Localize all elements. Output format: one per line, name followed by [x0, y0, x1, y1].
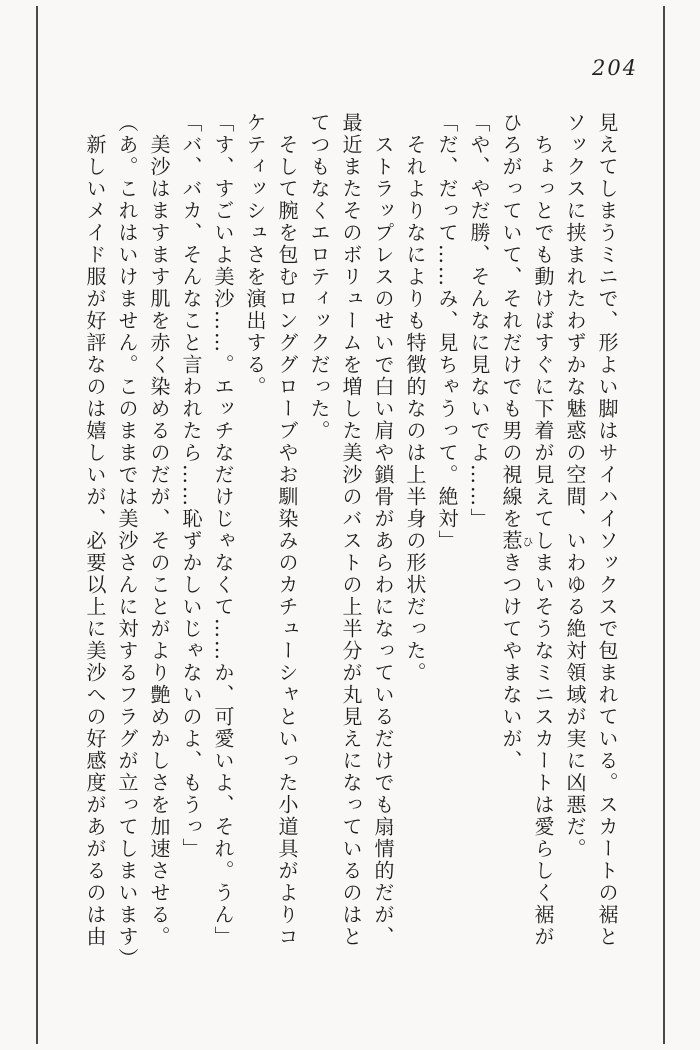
vertical-text-block [79, 112, 623, 1002]
text-column: ケティッシュさを演出する。 [243, 112, 267, 398]
text-column: 「す、すごいよ美沙……。エッチなだけじゃなくて……か、可愛いよ、それ。うん」 [211, 112, 235, 948]
text-column: それよりなによりも特徴的なのは上半身の形状だった。 [403, 134, 427, 684]
text-column: ストラップレスのせいで白い肩や鎖骨があらわになっているだけでも扇情的だが、 [371, 134, 395, 948]
text-column: 「バ、バカ、そんなこと言われたら……恥ずかしいじゃないのよ、もうっ」 [179, 112, 203, 860]
frame-line-right [663, 6, 665, 1044]
text-column: 「や、やだ勝、そんなに見ないでよ……」 [467, 112, 491, 530]
text-column: （あ。これはいけません。このままでは美沙さんに対するフラグが立ってしまいます） [115, 112, 139, 970]
text-column: てつもなくエロティックだった。 [307, 112, 331, 442]
text-column: そして腕を包むロンググローブやお馴染みのカチューシャといった小道具がよりコ [275, 134, 299, 948]
text-column: 新しいメイド服が好評なのは嬉しいが、必要以上に美沙への好感度があがるのは由 [83, 134, 107, 948]
text-column: ちょっとでも動けばすぐに下着が見えてしまいそうなミニスカートは愛らしく裾が [531, 134, 555, 948]
frame-line-left [36, 6, 38, 1044]
text-column: 見えてしまうミニで、形よい脚はサイハイソックスで包まれている。スカートの裾と [595, 112, 619, 948]
text-column: 最近またそのボリュームを増した美沙のバストの上半分が丸見えになっているのはと [339, 112, 363, 948]
page-number: 204 [592, 56, 639, 80]
text-column: 美沙はますます肌を赤く染めるのだが、そのことがより艶めかしさを加速させる。 [147, 134, 171, 948]
text-column: ソックスに挟まれたわずかな魅惑の空間、いわゆる絶対領域が実に凶悪だ。 [563, 112, 587, 860]
furigana-label: ひ [521, 536, 534, 547]
text-column: ひろがっていて、それだけでも男の視線を惹きつけてやまないが、 [499, 112, 523, 772]
text-column: 「だ、だって……み、見ちゃうって。絶対」 [435, 112, 459, 552]
